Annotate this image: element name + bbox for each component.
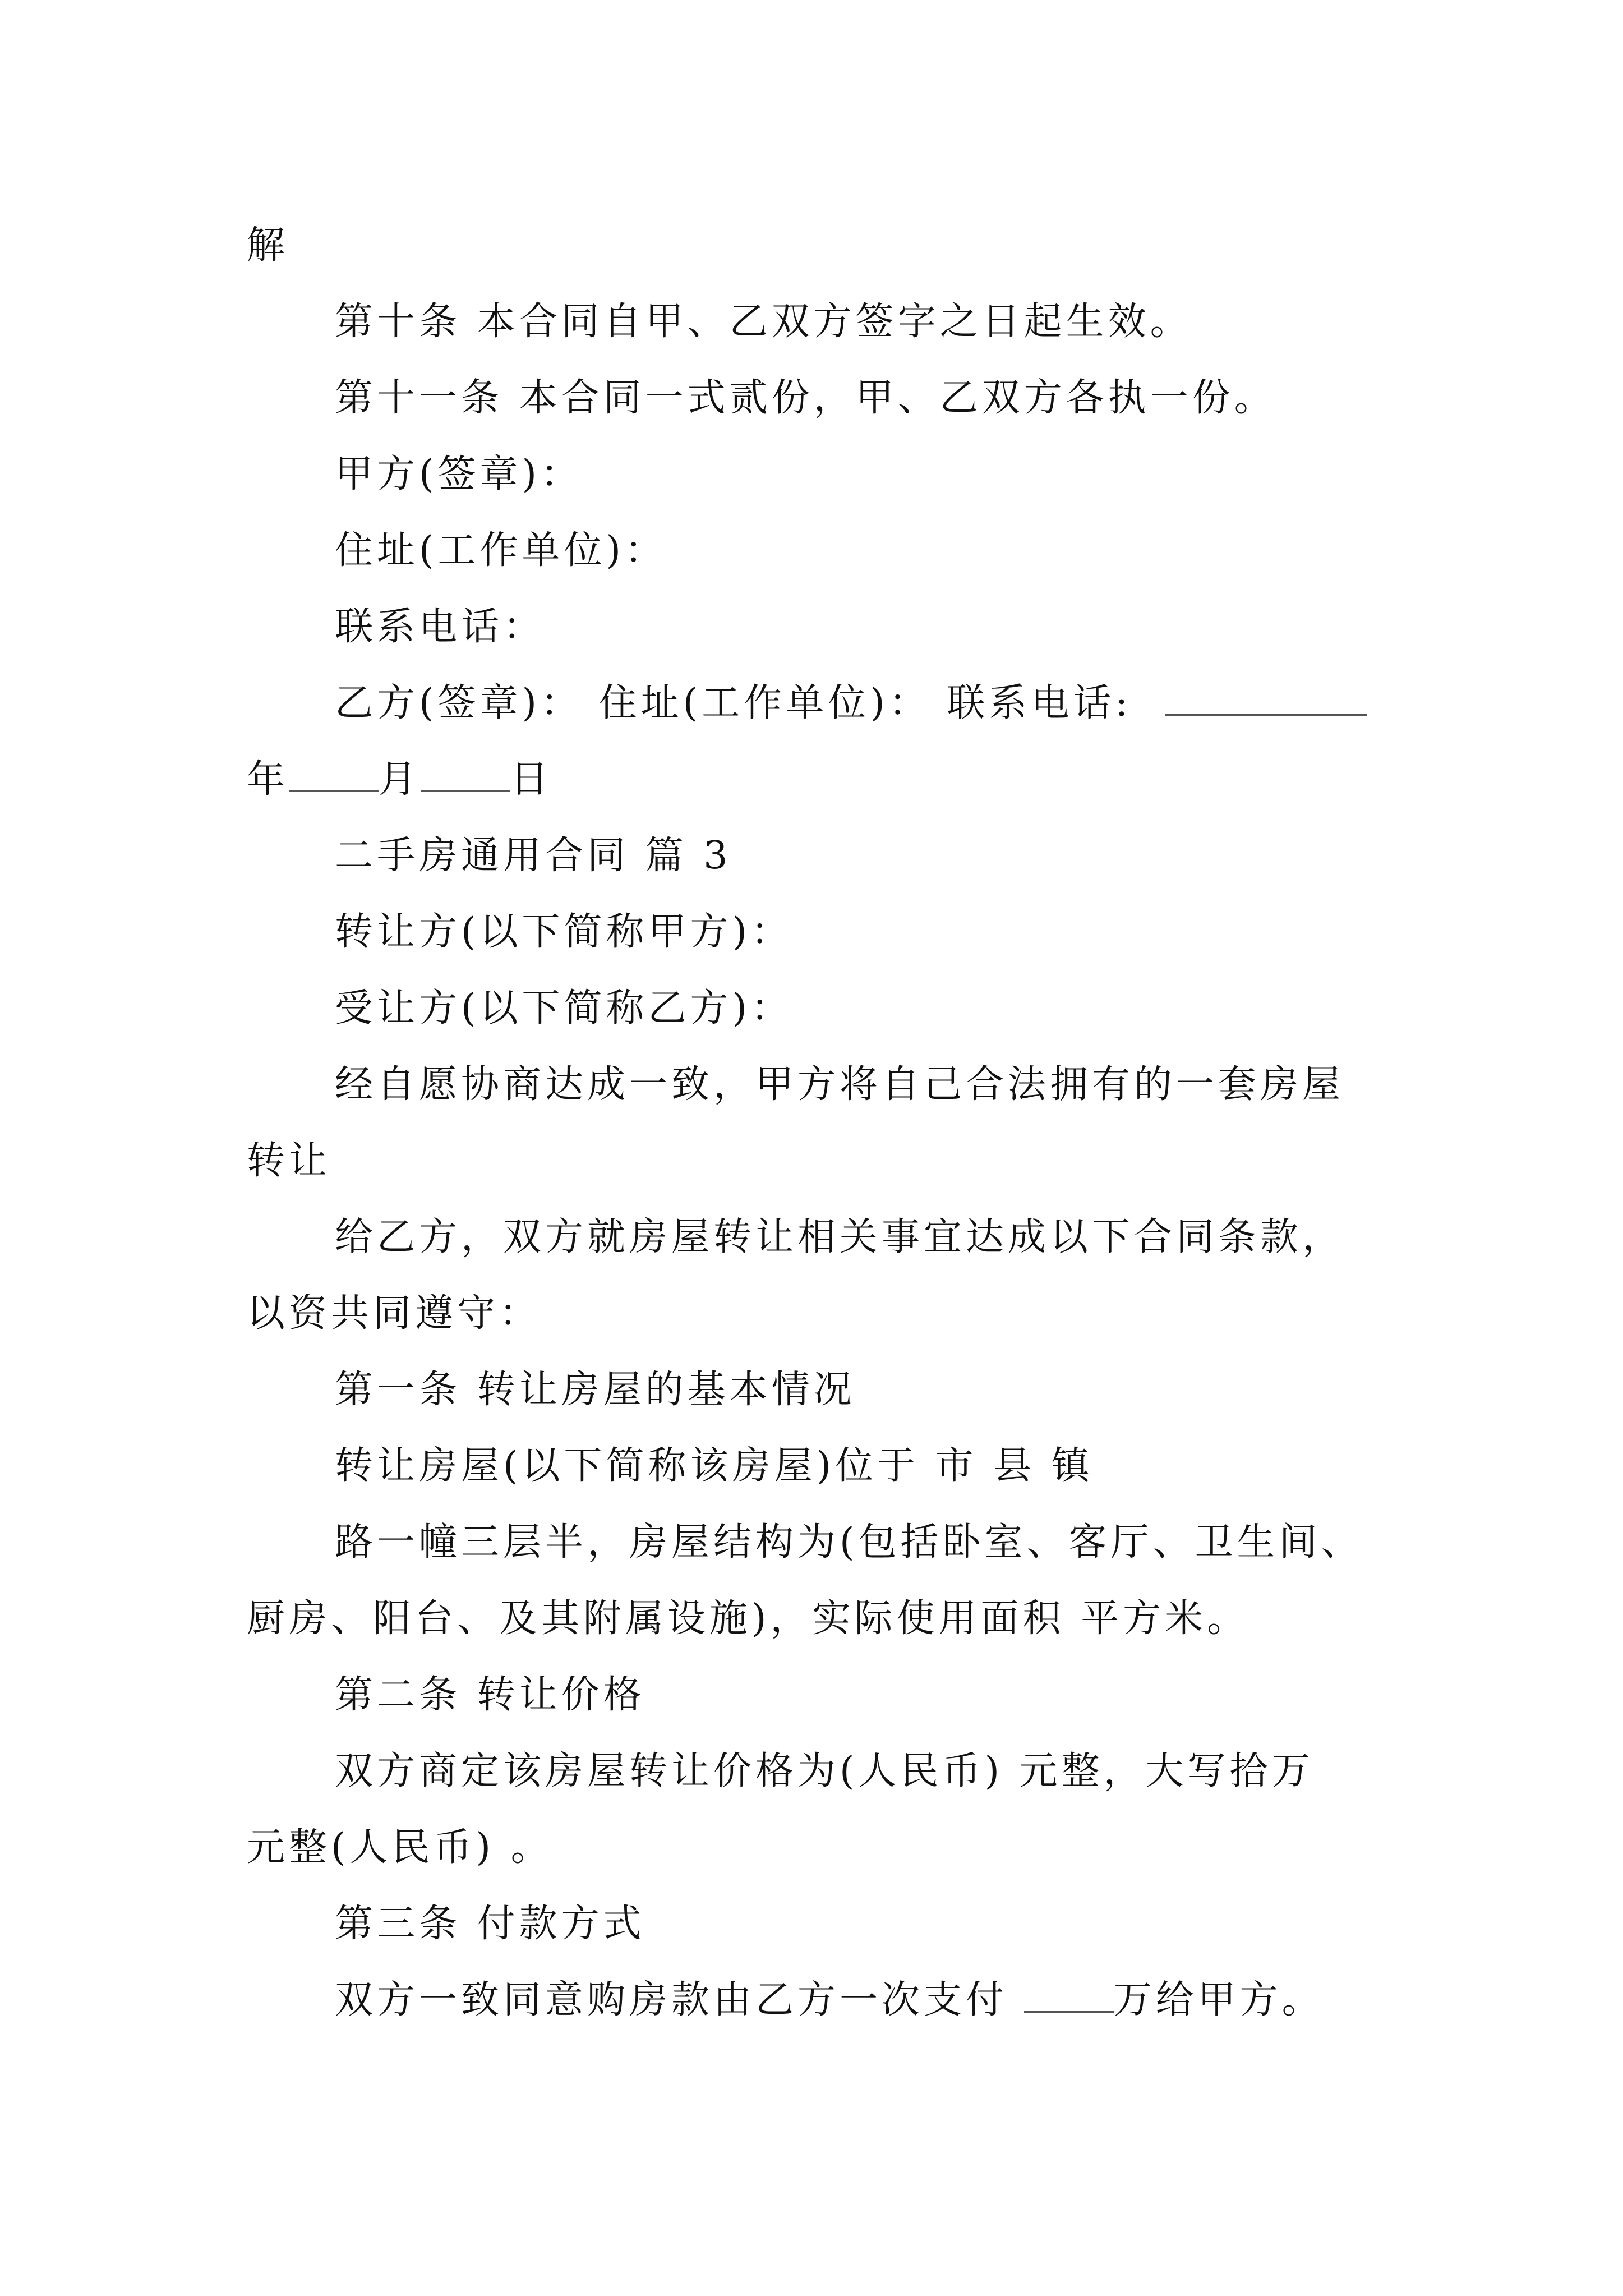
month-blank [289, 758, 379, 792]
party-b-info-text: 乙方(签章)： 住址(工作单位)： 联系电话: [335, 681, 1132, 725]
payment-suffix: 万给甲方。 [1113, 1978, 1324, 2022]
year-label: 年 [247, 757, 289, 802]
paragraph-line: 路一幢三层半，房屋结构为(包括卧室、客厅、卫生间、 [335, 1520, 1363, 1565]
paragraph-line: 转让 [247, 1139, 331, 1183]
article-10: 第十条 本合同自甲、乙双方签字之日起生效。 [335, 300, 1192, 344]
party-b-info-line [247, 665, 1402, 742]
paragraph-line: 元整(人民币) 。 [247, 1825, 553, 1870]
section-heading: 二手房通用合同 篇 3 [335, 834, 732, 878]
article-2-heading: 第二条 转让价格 [335, 1673, 645, 1717]
payment-text: 双方一致同意购房款由乙方一次支付 [335, 1978, 1008, 2022]
paragraph-line: 以资共同遵守： [247, 1291, 542, 1336]
payment-line [247, 1962, 1402, 2039]
article-1-heading: 第一条 转让房屋的基本情况 [335, 1368, 856, 1412]
month-label: 月 [379, 757, 421, 802]
transferor-label: 转让方(以下简称甲方)： [335, 910, 794, 954]
paragraph-line: 厨房、阳台、及其附属设施)，实际使用面积 平方米。 [247, 1596, 1249, 1641]
party-a-signature-label: 甲方(签章)： [335, 452, 583, 496]
party-a-phone-label: 联系电话： [335, 605, 546, 649]
day-label: 日 [510, 757, 553, 802]
transferee-label: 受让方(以下简称乙方)： [335, 986, 794, 1030]
paragraph-line: 双方商定该房屋转让价格为(人民币) 元整，大写拾万 [335, 1749, 1314, 1793]
party-a-address-label: 住址(工作单位)： [335, 528, 667, 573]
article-11: 第十一条 本合同一式贰份，甲、乙双方各执一份。 [335, 376, 1276, 420]
article-3-heading: 第三条 付款方式 [335, 1902, 645, 1946]
phone-blank [1165, 682, 1367, 716]
document-body [247, 208, 1402, 2039]
day-blank [421, 758, 510, 792]
paragraph-line: 转让房屋(以下简称该房屋)位于 市 县 镇 [335, 1444, 1094, 1488]
date-line [247, 742, 1402, 818]
paragraph-line: 经自愿协商达成一致，甲方将自己合法拥有的一套房屋 [335, 1062, 1345, 1107]
paragraph-line: 给乙方，双方就房屋转让相关事宜达成以下合同条款， [335, 1215, 1345, 1259]
amount-blank [1024, 1978, 1114, 2013]
text-line: 解 [247, 223, 289, 268]
